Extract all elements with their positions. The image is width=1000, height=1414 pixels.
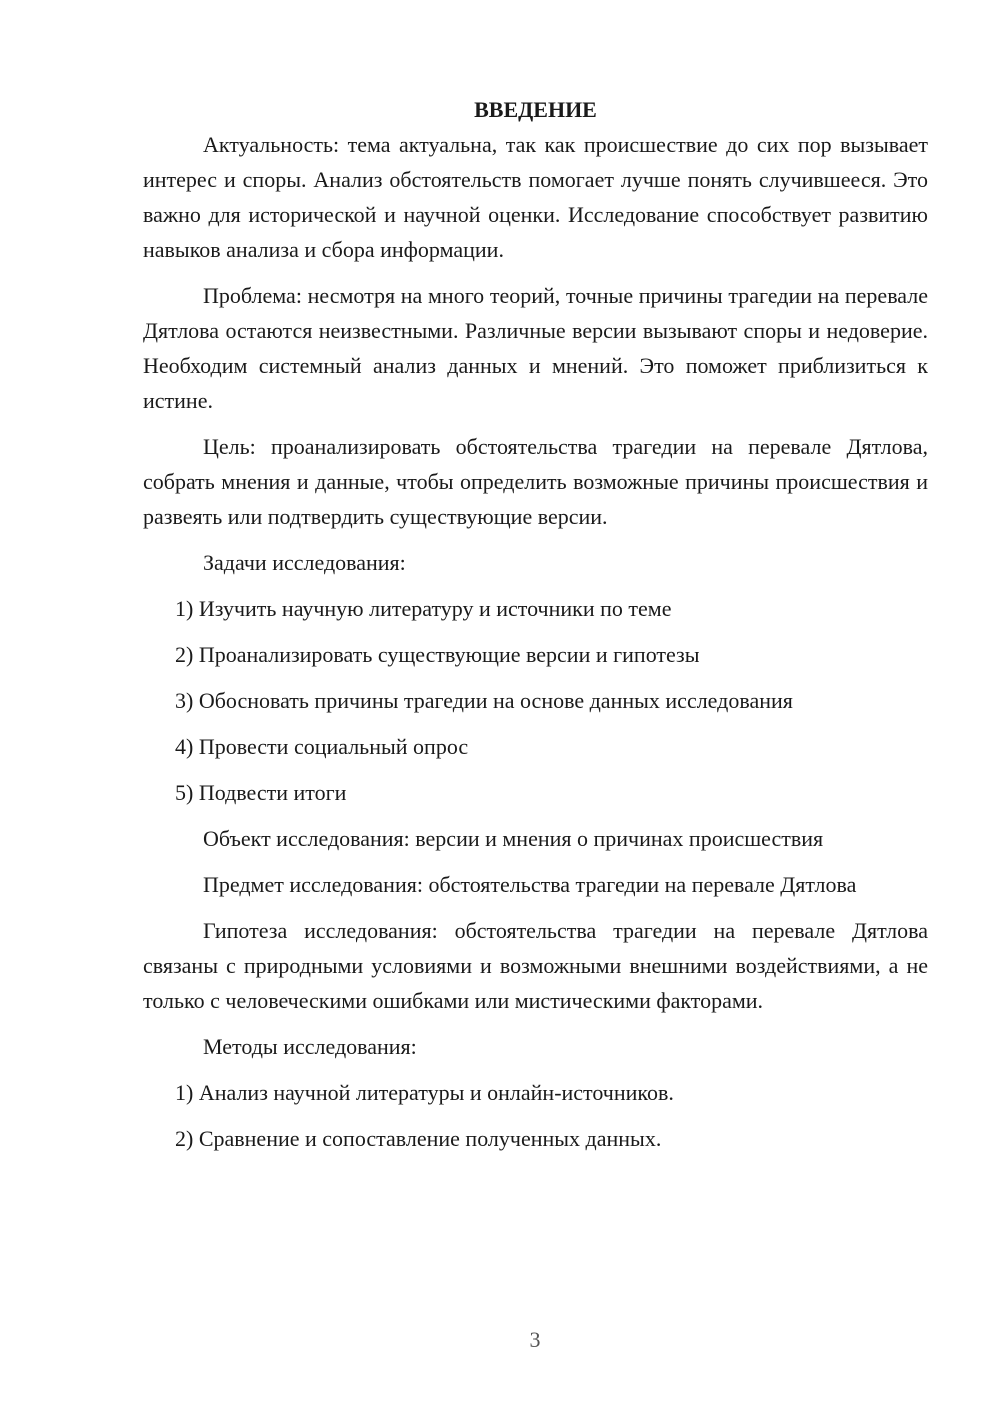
section-title: ВВЕДЕНИЕ	[474, 97, 597, 122]
page-number: 3	[529, 1327, 541, 1352]
task-item: 1) Изучить научную литературу и источники по теме	[175, 596, 672, 621]
tasks-heading: Задачи исследования:	[203, 550, 406, 575]
goal-paragraph: Цель: проанализировать обстоятельства трагедии на перевале Дятлова, собрать мнения и данные, чтобы определить возможные причины происшествия и развеять или подтвердить существующие версии.	[143, 434, 928, 529]
method-item: 2) Сравнение и сопоставление полученных данных.	[175, 1126, 662, 1151]
relevance-paragraph: Актуальность: тема актуальна, так как происшествие до сих пор вызывает интерес и споры. Анализ обстоятельств помогает лучше понять случившееся. Это важно для исторической и научной оценки. Исследование способствует развитию навыков анализа и сбора информации.	[143, 132, 928, 262]
task-item: 3) Обосновать причины трагедии на основе данных исследования	[175, 688, 793, 713]
methods-heading: Методы исследования:	[203, 1034, 417, 1059]
object-paragraph: Объект исследования: версии и мнения о причинах происшествия	[203, 826, 824, 851]
document-page	[143, 92, 928, 1167]
method-item: 1) Анализ научной литературы и онлайн-источников.	[175, 1080, 674, 1105]
problem-paragraph: Проблема: несмотря на много теорий, точные причины трагедии на перевале Дятлова остаются неизвестными. Различные версии вызывают споры и недоверие. Необходим системный анализ данных и мнений. Это поможет приблизиться к истине.	[143, 283, 928, 413]
hypothesis-paragraph: Гипотеза исследования: обстоятельства трагедии на перевале Дятлова связаны с природными условиями и возможными внешними воздействиями, а не только с человеческими ошибками или мистическими факторами.	[143, 918, 928, 1013]
task-item: 4) Провести социальный опрос	[175, 734, 469, 759]
subject-paragraph: Предмет исследования: обстоятельства трагедии на перевале Дятлова	[203, 872, 857, 897]
task-item: 5) Подвести итоги	[175, 780, 347, 805]
task-item: 2) Проанализировать существующие версии и гипотезы	[175, 642, 700, 667]
